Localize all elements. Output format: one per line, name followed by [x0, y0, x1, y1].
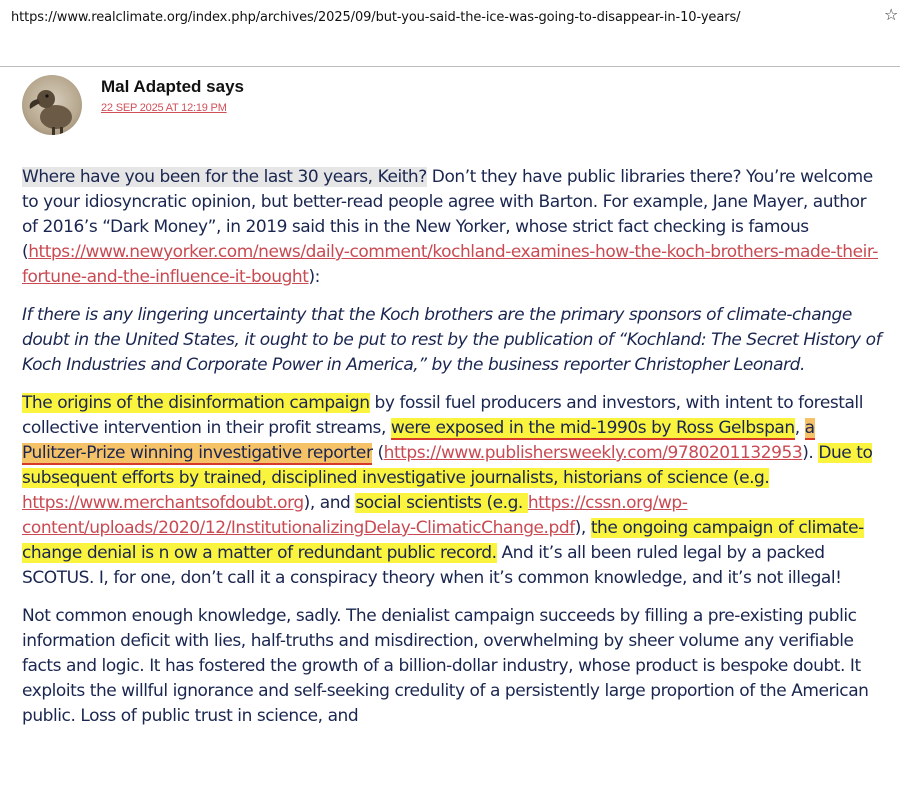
highlight: The origins of the disinformation campaign [22, 393, 370, 413]
url-text[interactable]: https://www.realclimate.org/index.php/archives/2025/09/but-you-said-the-ice-was-going-to-disappear-in-10-years/ [11, 10, 741, 25]
paragraph-text: ( [372, 443, 384, 463]
paragraph-text: ). [802, 443, 819, 463]
avatar [22, 75, 82, 135]
paragraph-text: ), and [303, 493, 356, 513]
comment-body [22, 165, 882, 742]
highlight-underlined: were exposed in the mid-1990s by Ross Gelbspan [390, 418, 795, 438]
newyorker-link[interactable]: https://www.newyorker.com/news/daily-comment/kochland-examines-how-the-koch-brothers-made-their-fortune-and-the-influence-it-bought [22, 242, 878, 287]
comment-date-link[interactable]: 22 SEP 2025 AT 12:19 PM [101, 102, 227, 114]
paragraph-text: And it’s all been ruled legal by a packed SCOTUS. I, for one, don’t call it a conspiracy theory when it’s common knowledge, and it’s not illegal! [22, 543, 842, 588]
dodo-avatar-icon [22, 75, 82, 135]
comment-author: Mal Adapted says [101, 77, 244, 96]
highlight-orange: a Pulitzer-Prize winning investigative reporter [22, 418, 815, 463]
quote-paragraph: If there is any lingering uncertainty that the Koch brothers are the primary sponsors of climate-change doubt in the United States, it ought to be put to rest by the publication of “Kochland: The Secret History of Koch Industries and Corporate Power in America,” by the business reporter Christopher Leonard. [22, 305, 882, 375]
publishersweekly-link[interactable]: https://www.publishersweekly.com/9780201132953 [383, 443, 803, 463]
paragraph-text: , [794, 418, 805, 438]
paragraph-4: Not common enough knowledge, sadly. The denialist campaign succeeds by filling a pre-existing public information deficit with lies, half-truths and misdirection, overwhelming by sheer volume any verifiable facts and logic. It has fostered the growth of a billion-dollar industry, whose product is bespoke doubt. It exploits the willful ignorance and self-seeking credulity of a persistently large proportion of the American public. Loss of public trust in science, and [22, 606, 869, 726]
paragraph-text: ): [308, 267, 320, 287]
comment [0, 67, 900, 788]
highlight: social scientists (e.g. [355, 493, 528, 513]
paragraph-text: ), [574, 518, 591, 538]
paragraph-text: by fossil fuel producers and investors, with intent to forestall collective intervention in their profit streams, [22, 393, 863, 438]
highlight: Due to subsequent efforts by trained, disciplined investigative journalists, historians of science (e.g. [22, 443, 873, 488]
highlight: the ongoing campaign of climate-change denial is n ow a matter of redundant public record. [22, 518, 864, 563]
paragraph-text: Don’t they have public libraries there? You’re welcome to your idiosyncratic opinion, but better-read people agree with Barton. For example, Jane Mayer, author of 2016’s “Dark Money”, in 2019 said this in the New Yorker, whose strict fact checking is famous ( [22, 167, 873, 262]
paragraph-1 [22, 165, 882, 290]
paragraph-3 [22, 391, 882, 591]
selected-text: Where have you been for the last 30 years, Keith? [22, 167, 427, 187]
bookmark-star-icon[interactable]: ☆ [884, 5, 899, 24]
cssn-link[interactable]: https://cssn.org/wp-content/uploads/2020/12/InstitutionalizingDelay-ClimaticChange.pdf [22, 493, 688, 538]
merchantsofdoubt-link[interactable]: https://www.merchantsofdoubt.org [22, 493, 304, 513]
browser-url-bar[interactable] [0, 0, 900, 40]
